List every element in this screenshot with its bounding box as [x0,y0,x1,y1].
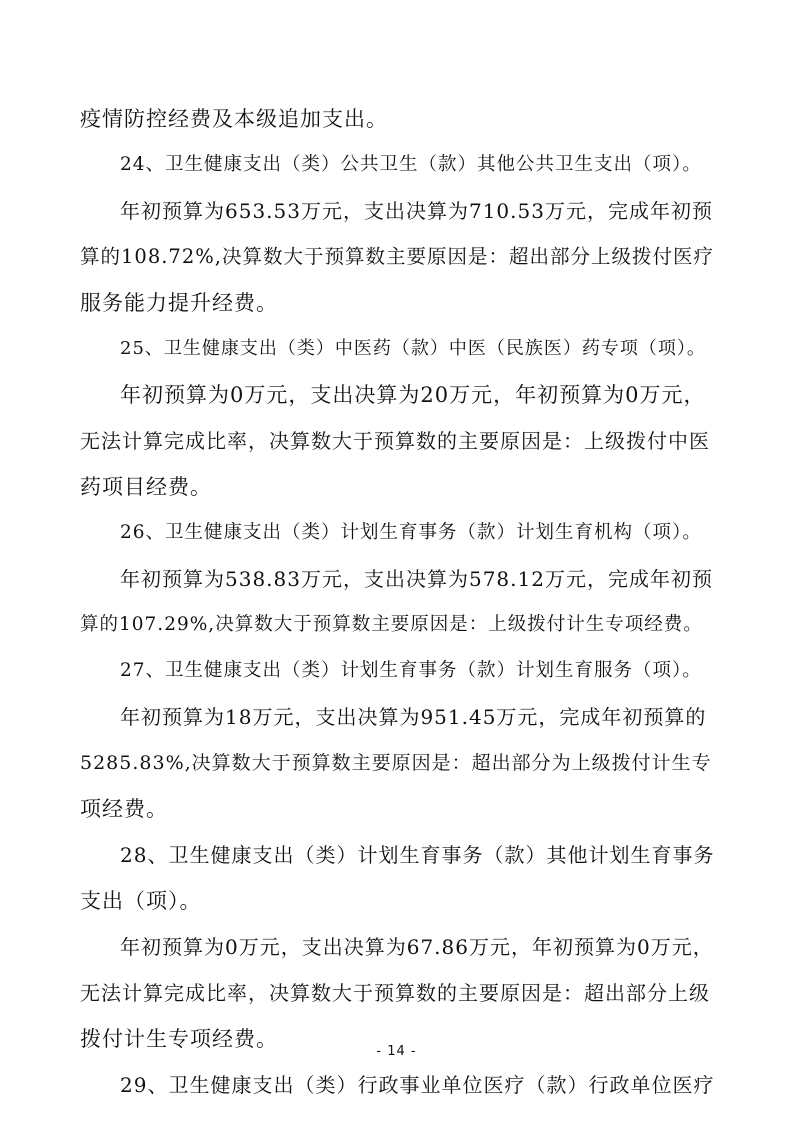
page-number: - 14 - [376,1044,417,1059]
body-line: 无法计算完成比率，决算数大于预算数的主要原因是：上级拨付中医 [80,429,710,453]
body-line: 支出（项）。 [80,889,202,913]
body-line: 拨付计生专项经费。 [80,1027,278,1051]
body-line: 项经费。 [80,797,168,821]
body-line: 无法计算完成比率，决算数大于预算数的主要原因是：超出部分上级 [80,981,710,1005]
body-line: 服务能力提升经费。 [80,291,278,315]
section-heading: 25、卫生健康支出（类）中医药（款）中医（民族医）药专项（项）。 [120,338,706,359]
section-heading: 26、卫生健康支出（类）计划生育事务（款）计划生育机构（项）。 [120,522,702,543]
body-line: 药项目经费。 [80,475,212,499]
body-line: 年初预算为0万元，支出决算为67.86万元，年初预算为0万元， [120,935,714,959]
section-heading: 24、卫生健康支出（类）公共卫生（款）其他公共卫生支出（项）。 [120,154,702,175]
body-line: 疫情防控经费及本级追加支出。 [80,107,388,131]
section-heading: 27、卫生健康支出（类）计划生育事务（款）计划生育服务（项）。 [120,660,702,681]
section-heading: 29、卫生健康支出（类）行政事业单位医疗（款）行政单位医疗 [120,1073,715,1097]
body-line: 算的107.29%,决算数大于预算数主要原因是：上级拨付计生专项经费。 [80,614,703,635]
body-line: 年初预算为0万元，支出决算为20万元，年初预算为0万元， [120,383,706,407]
section-heading: 28、卫生健康支出（类）计划生育事务（款）其他计划生育事务 [120,843,715,867]
body-line: 算的108.72%,决算数大于预算数主要原因是：超出部分上级拨付医疗 [80,245,714,268]
body-line: 年初预算为653.53万元，支出决算为710.53万元，完成年初预 [120,199,713,223]
body-line: 年初预算为538.83万元，支出决算为578.12万元，完成年初预 [120,567,713,591]
body-line: 年初预算为18万元，支出决算为951.45万元，完成年初预算的 [120,705,707,729]
body-line: 5285.83%,决算数大于预算数主要原因是：超出部分为上级拨付计生专 [80,752,712,774]
